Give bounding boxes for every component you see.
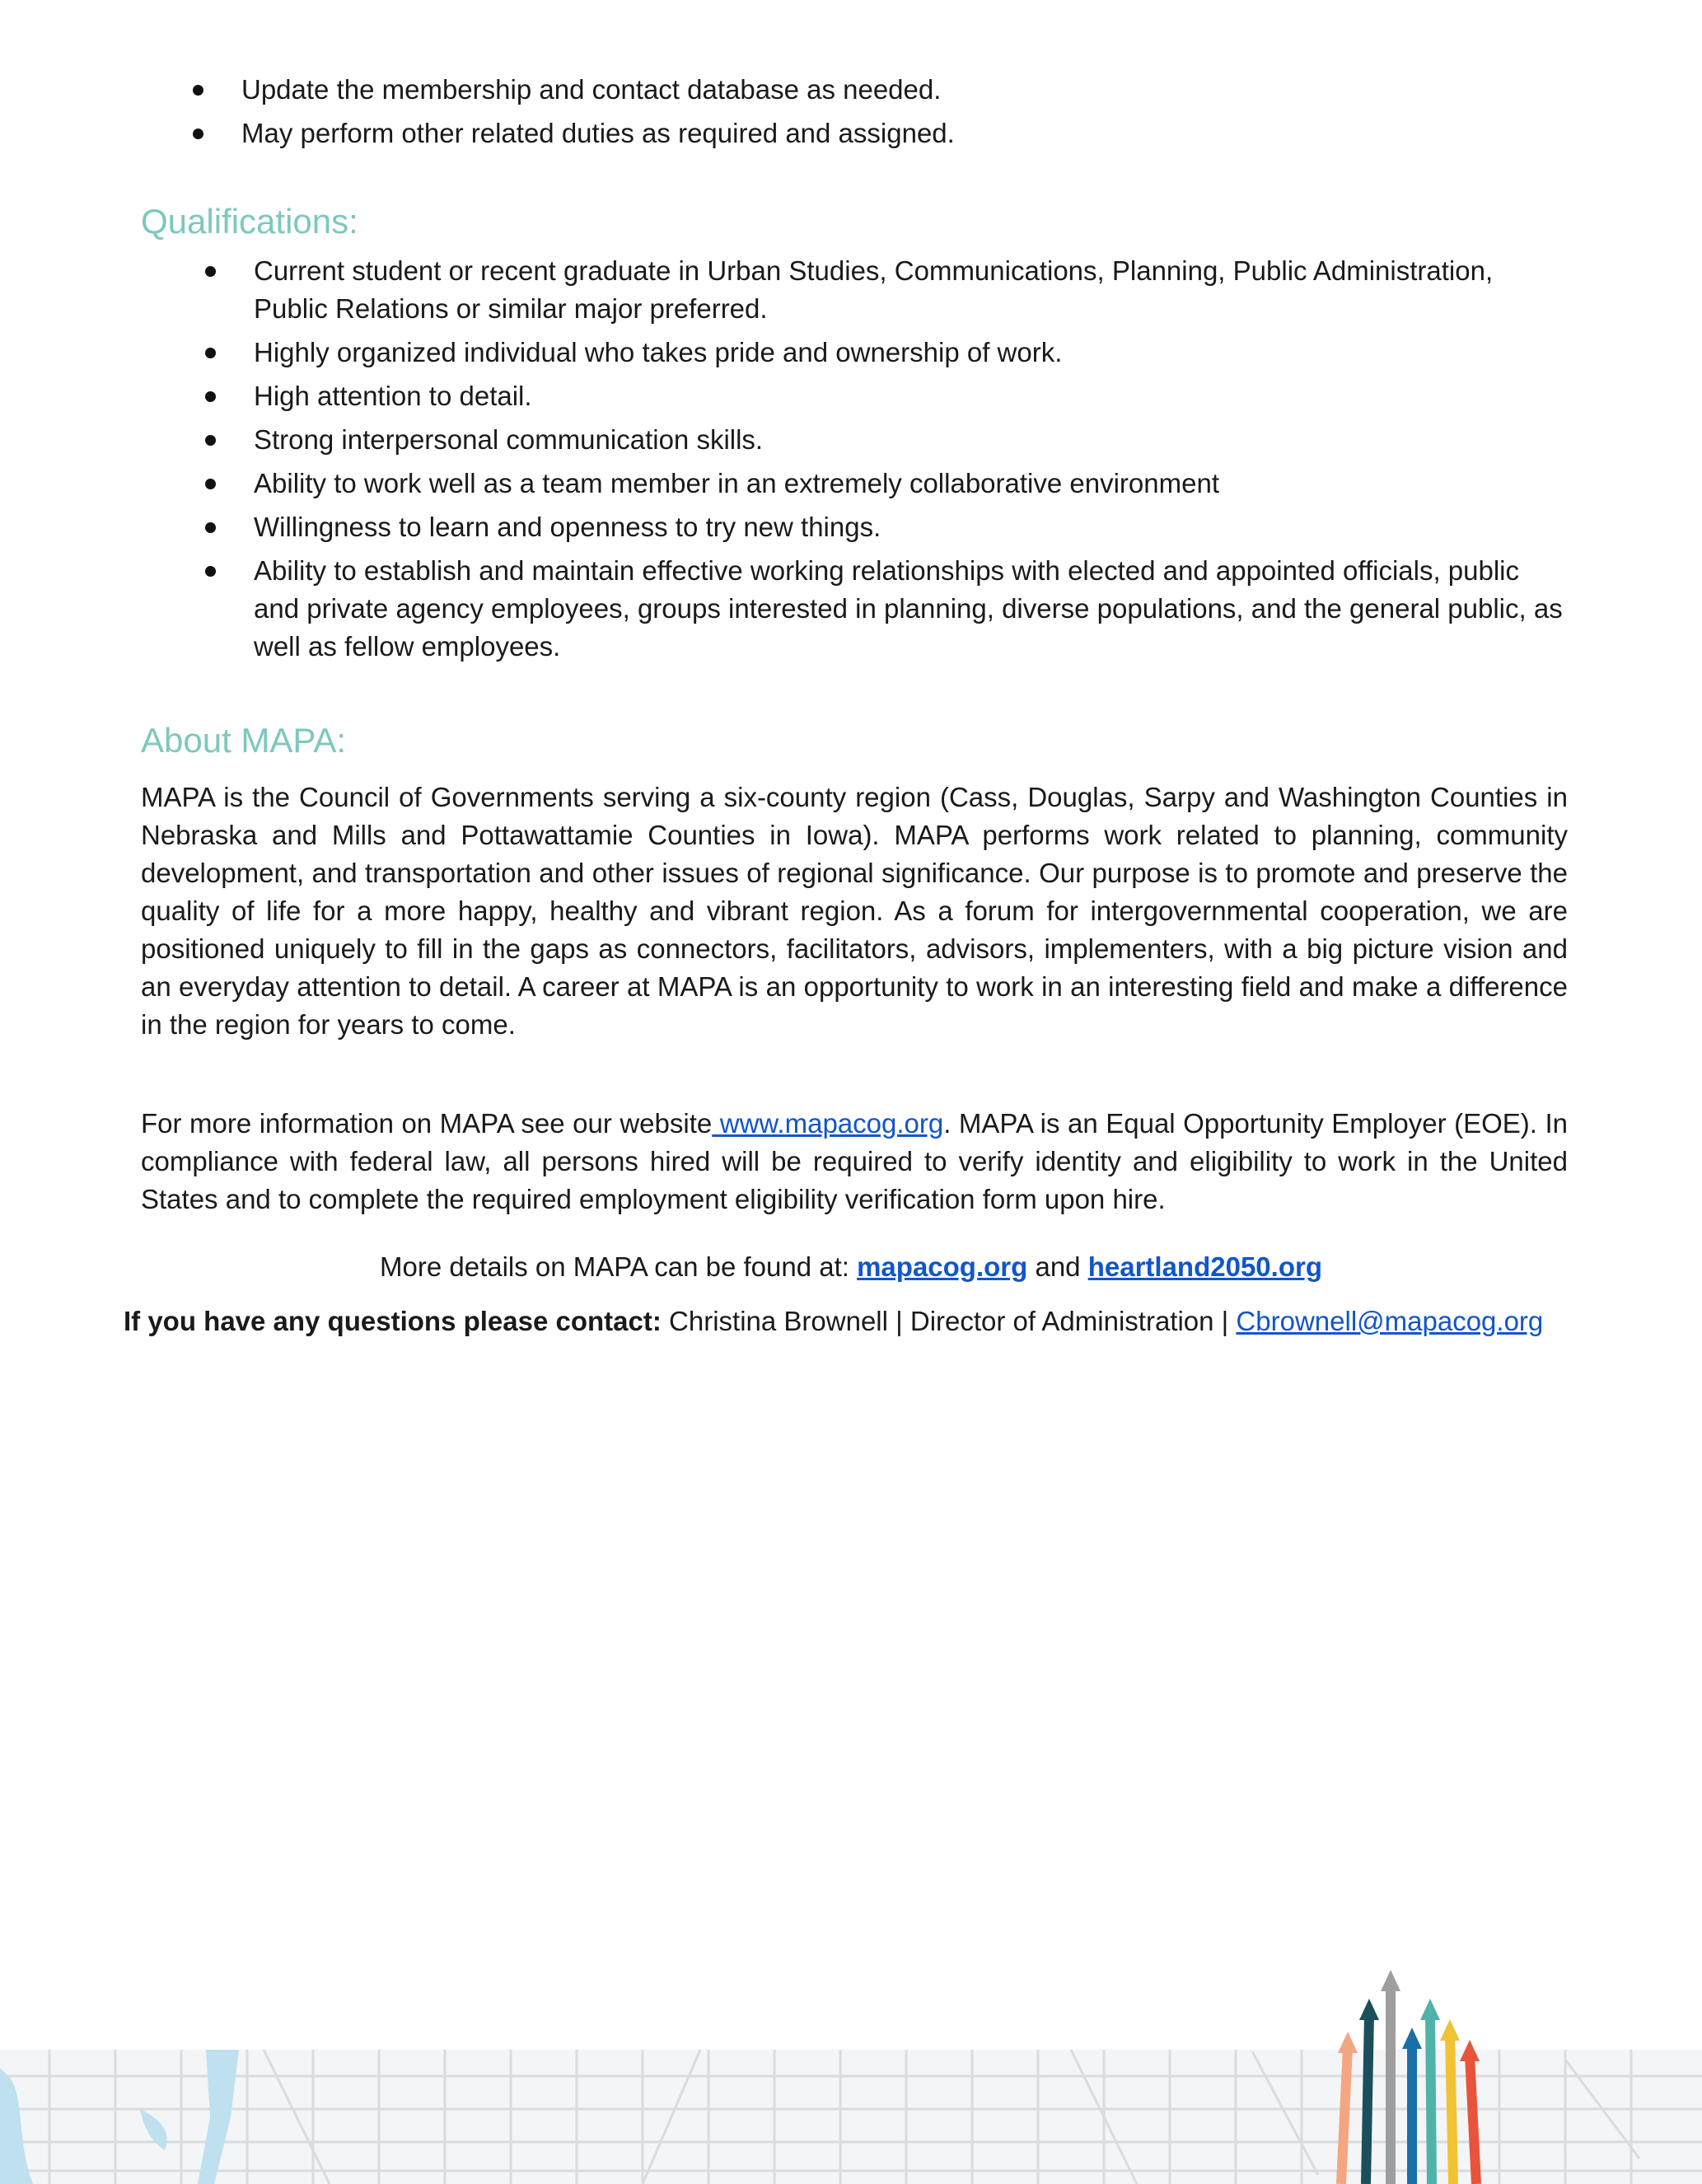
contact-line [124,1302,1565,1340]
list-item-text: Strong interpersonal communication skills. [254,424,764,455]
list-item [241,71,1559,109]
list-item-text: Highly organized individual who takes pride and ownership of work. [254,337,1063,367]
list-item-text: Current student or recent graduate in Urban Studies, Communications, Planning, Public Administration, Public Relations or similar major preferred. [254,255,1494,324]
list-item [254,377,1572,415]
details-middle: and [1027,1251,1088,1282]
list-item [254,334,1572,372]
list-item-text: Willingness to learn and openness to try new things. [254,512,881,542]
bullet-icon [205,435,216,446]
list-item-text: High attention to detail. [254,381,532,411]
bullet-icon [205,348,216,358]
bullet-icon [205,266,216,277]
contact-label: If you have any questions please contact: [124,1306,662,1336]
list-item [254,465,1572,503]
bullet-icon [205,391,216,402]
bullet-icon [205,522,216,533]
email-link[interactable]: Cbrownell@mapacog.org [1236,1306,1544,1336]
list-item-text: Ability to establish and maintain effective working relationships with elected and appointed officials, public and private agency employees, groups interested in planning, diverse populations, and the general public, as well as fellow employees. [254,555,1563,662]
list-item [254,252,1572,328]
about-heading: About MAPA: [141,721,347,760]
contact-name: Christina Brownell | Director of Administration | [661,1306,1237,1336]
bullet-icon [193,129,203,139]
list-item [254,508,1572,546]
list-item [254,552,1572,666]
list-item [241,115,1559,152]
footer-map-banner [0,1953,1702,2184]
qualifications-list [254,252,1572,671]
bullet-icon [193,85,203,96]
list-item [254,421,1572,459]
list-item-text: Update the membership and contact database as needed. [241,74,942,105]
duties-list [241,71,1559,158]
mapacog-link[interactable]: mapacog.org [857,1251,1028,1282]
more-info-text: For more information on MAPA see our website [141,1108,713,1139]
qualifications-heading: Qualifications: [141,202,358,241]
details-line [0,1248,1702,1286]
list-item-text: May perform other related duties as required and assigned. [241,118,955,148]
about-paragraph: MAPA is the Council of Governments serving a six-county region (Cass, Douglas, Sarpy and Washington Counties in Nebraska and Mills and Pottawattamie Counties in Iowa). MAPA performs work related to planning, community development, and transportation and other issues of regional significance. Our purpose is to promote and preserve the quality of life for a more happy, healthy and vibrant region. As a forum for intergovernmental cooperation, we are positioned uniquely to fill in the gaps as connectors, facilitators, advisors, implementers, with a big picture vision and an everyday attention to detail. A career at MAPA is an opportunity to work in an interesting field and make a difference in the region for years to come. [141,782,1568,1040]
details-prefix: More details on MAPA can be found at: [380,1251,858,1282]
more-info-text-rest: . MAPA is an Equal Opportunity Employer (EOE). In compliance with federal law, all persons hired will be required to verify identity and eligibility to work in the United States and to complete the required employment eligibility verification form upon hire. [141,1108,1568,1214]
more-info-paragraph [141,1105,1568,1218]
list-item-text: Ability to work well as a team member in an extremely collaborative environment [254,468,1219,498]
bullet-icon [205,479,216,489]
website-link[interactable]: www.mapacog.org [712,1108,944,1139]
heartland2050-link[interactable]: heartland2050.org [1087,1251,1322,1282]
bullet-icon [205,566,216,577]
